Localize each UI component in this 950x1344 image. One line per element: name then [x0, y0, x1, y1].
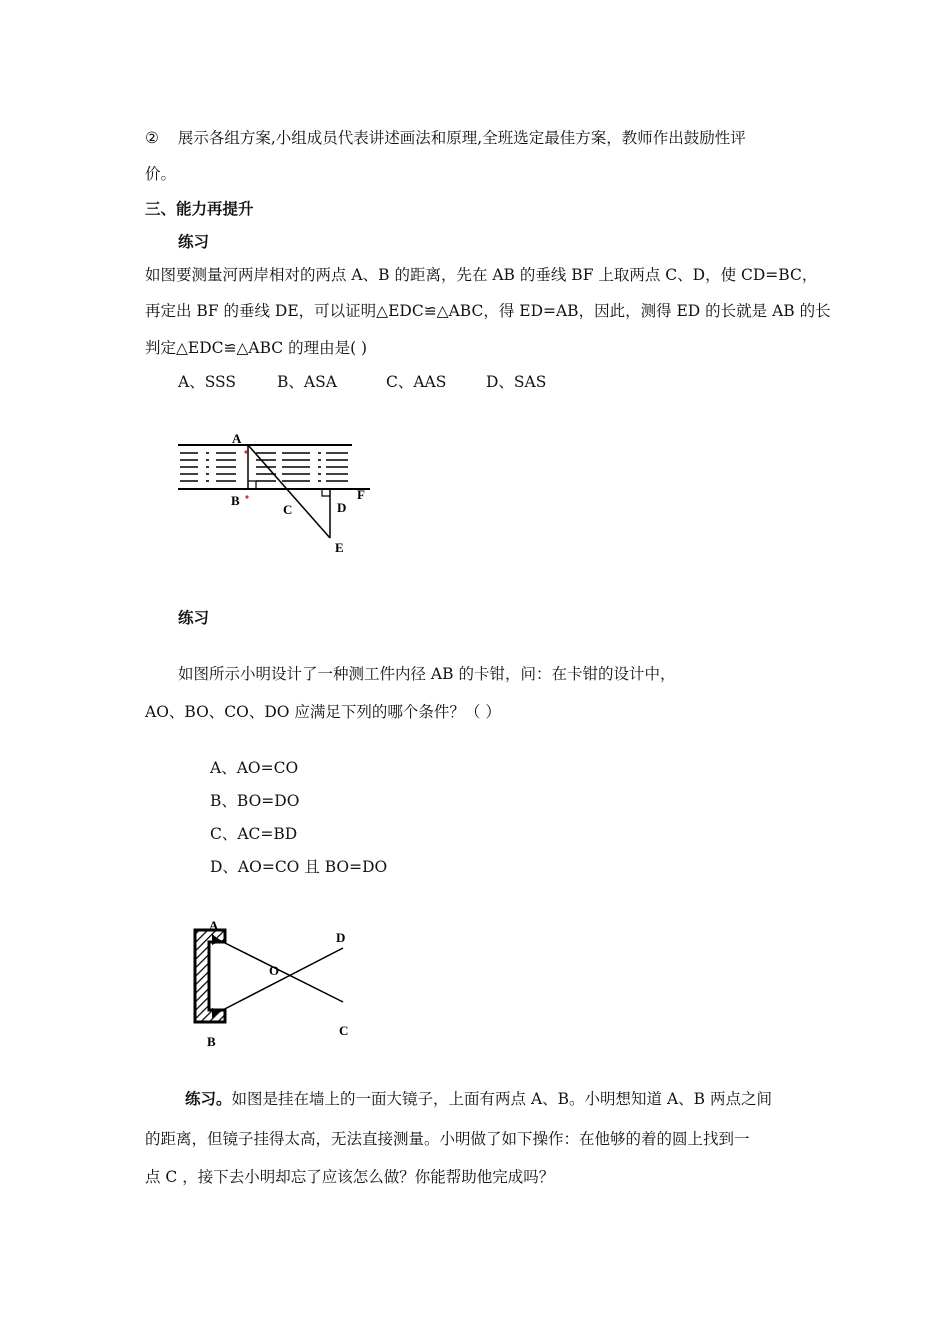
label-f: F — [357, 487, 365, 502]
exercise-3-line-1 — [185, 1089, 772, 1109]
item-text: 展示各组方案,小组成员代表讲述画法和原理,全班选定最佳方案，教师作出鼓励性评 — [177, 129, 746, 147]
option-d: D、AO=CO 且 BO=DO — [210, 858, 388, 876]
exercise-title: 练习。 — [185, 1089, 232, 1108]
water-hatching — [180, 453, 348, 481]
exercise-text: 如图是挂在墙上的一面大镜子，上面有两点 A、B。小明想知道 A、B 两点之间 — [231, 1090, 772, 1108]
label-b: B — [207, 1034, 216, 1049]
exercise-text-line: 判定△EDC≌△ABC 的理由是( ) — [145, 339, 368, 357]
section-heading: 三、能力再提升 — [145, 199, 254, 218]
option-a: A、AO=CO — [210, 759, 299, 777]
label-b: B — [231, 493, 240, 508]
label-d: D — [336, 930, 346, 945]
option-c: C、AAS — [386, 373, 447, 391]
label-a: A — [232, 431, 242, 446]
exercise-text-line: 如图所示小明设计了一种测工件内径 AB 的卡钳，问：在卡钳的设计中， — [178, 665, 676, 683]
exercise-text-line: AO、BO、CO、DO 应满足下列的哪个条件？（ ） — [145, 703, 501, 721]
river-figure — [170, 425, 385, 560]
label-c: C — [339, 1023, 349, 1038]
exercise-text-line: 再定出 BF 的垂线 DE，可以证明△EDC≌△ABC，得 ED=AB，因此，测得 ED 的长就是 AB 的长 — [145, 302, 831, 320]
label-d: D — [337, 500, 347, 515]
arm-bd — [215, 948, 343, 1014]
point-b-marker — [245, 495, 248, 498]
exercise-title: 练习 — [178, 608, 210, 627]
right-angle-d — [322, 489, 330, 496]
label-o: O — [269, 963, 280, 978]
exercise-text-line: 的距离，但镜子挂得太高，无法直接测量。小明做了如下操作：在他够的着的圆上找到一 — [145, 1130, 750, 1148]
option-c: C、AC=BD — [210, 825, 298, 843]
workpiece-shape — [195, 930, 225, 1022]
label-c: C — [283, 502, 293, 517]
item-text-continued: 价。 — [145, 165, 177, 183]
caliper-figure — [185, 918, 360, 1053]
label-a: A — [209, 918, 219, 933]
option-b: B、ASA — [277, 373, 337, 391]
exercise-title: 练习 — [178, 232, 210, 251]
point-a-marker — [244, 450, 247, 453]
exercise-text-line: 点 C ，接下去小明却忘了应该怎么做？你能帮助他完成吗？ — [145, 1168, 555, 1186]
exercise-text-line: 如图要测量河两岸相对的两点 A、B 的距离，先在 AB 的垂线 BF 上取两点 C、D，使 CD=BC， — [145, 266, 818, 284]
right-angle-b — [248, 481, 256, 489]
option-d: D、SAS — [486, 373, 547, 391]
list-item-2 — [145, 128, 746, 148]
item-marker: ② — [145, 129, 159, 147]
label-e: E — [335, 540, 344, 555]
option-b: B、BO=DO — [210, 792, 300, 810]
option-a: A、SSS — [178, 373, 237, 391]
segment-ae — [248, 445, 330, 538]
